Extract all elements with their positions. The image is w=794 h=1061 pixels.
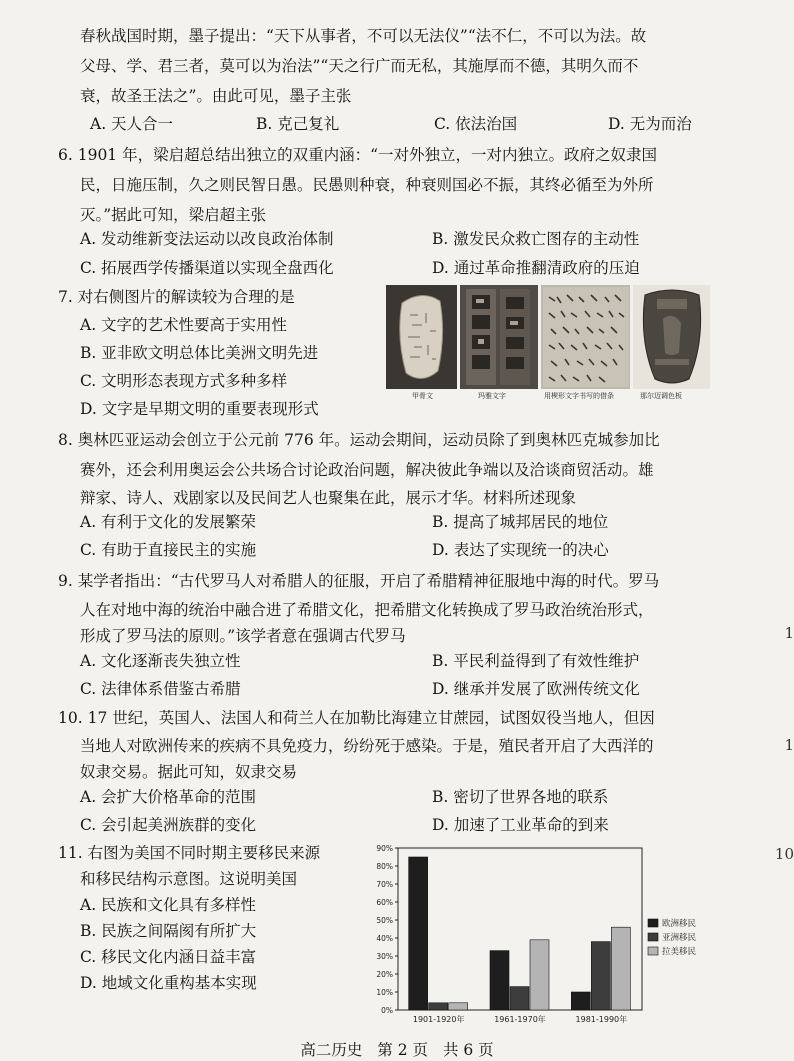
q6-option-b[interactable]: B. 激发民众救亡图存的主动性 bbox=[432, 230, 640, 248]
chart-y-tick-label: 0% bbox=[381, 1006, 393, 1015]
caption-narmer: 那尔迈调色板 bbox=[640, 392, 682, 400]
edge-mark-1: 1 bbox=[784, 624, 794, 642]
q9-option-c[interactable]: C. 法律体系借鉴古希腊 bbox=[80, 680, 241, 698]
q9-option-d[interactable]: D. 继承并发展了欧洲传统文化 bbox=[432, 680, 640, 698]
q6-option-c[interactable]: C. 拓展西学传播渠道以实现全盘西化 bbox=[80, 259, 334, 277]
q10-line-2: 当地人对欧洲传来的疾病不具免疫力，纷纷死于感染。于是，殖民者开启了大西洋的 bbox=[80, 737, 654, 755]
chart-y-tick-label: 60% bbox=[376, 898, 393, 907]
legend-label-0: 欧洲移民 bbox=[662, 919, 697, 929]
q5-line-2: 父母、学、君三者，莫可以为治法”“天之行广而无私，其施厚而不德，其明久而不 bbox=[80, 57, 639, 75]
footer-total: 共 6 页 bbox=[442, 1041, 494, 1059]
q9-line-2: 人在对地中海的统治中融合进了希腊文化，把希腊文化转换成了罗马政治统治形式， bbox=[80, 601, 654, 619]
caption-oracle-bone: 甲骨文 bbox=[412, 392, 433, 400]
q8-option-b[interactable]: B. 提高了城邦居民的地位 bbox=[432, 513, 609, 531]
footer-subject: 高二历史 bbox=[300, 1041, 363, 1059]
legend-swatch-1 bbox=[648, 933, 658, 941]
q11-option-a[interactable]: A. 民族和文化具有多样性 bbox=[80, 896, 257, 914]
chart-bar-1-2 bbox=[591, 942, 610, 1010]
artifact-images bbox=[386, 285, 710, 389]
chart-y-tick-label: 50% bbox=[376, 916, 393, 925]
caption-cuneiform: 用楔形文字书写的借条 bbox=[544, 392, 614, 400]
chart-x-tick-label: 1901-1920年 bbox=[412, 1015, 465, 1024]
q7-option-b[interactable]: B. 亚非欧文明总体比美洲文明先进 bbox=[80, 344, 319, 362]
immigration-chart-svg bbox=[362, 840, 702, 1030]
chart-bar-2-0 bbox=[449, 1003, 468, 1010]
q6-line-3: 灭。”据此可知，梁启超主张 bbox=[80, 206, 267, 224]
chart-x-tick-label: 1961-1970年 bbox=[494, 1015, 546, 1024]
caption-maya: 玛雅文字 bbox=[478, 392, 506, 400]
chart-bar-0-0 bbox=[409, 857, 428, 1010]
q5-option-a[interactable]: A. 天人合一 bbox=[90, 115, 174, 133]
chart-y-tick-label: 70% bbox=[376, 880, 393, 889]
q9-line-3: 形成了罗马法的原则。”该学者意在强调古代罗马 bbox=[80, 627, 406, 645]
legend-swatch-0 bbox=[648, 919, 658, 927]
q8-line-1: 8. 奥林匹亚运动会创立于公元前 776 年。运动会期间，运动员除了到奥林匹克城参加比 bbox=[58, 431, 660, 449]
chart-y-tick-label: 40% bbox=[376, 934, 393, 943]
q11-option-c[interactable]: C. 移民文化内涵日益丰富 bbox=[80, 948, 257, 966]
chart-y-tick-label: 90% bbox=[376, 844, 393, 853]
immigration-chart bbox=[362, 840, 702, 1030]
q8-line-3: 辩家、诗人、戏剧家以及民间艺人也聚集在此，展示才华。材料所述现象 bbox=[80, 489, 577, 507]
q6-line-1: 6. 1901 年，梁启超总结出独立的双重内涵：“一对外独立，一对内独立。政府之奴隶国 bbox=[58, 146, 658, 164]
q6-option-a[interactable]: A. 发动维新变法运动以改良政治体制 bbox=[80, 230, 334, 248]
q5-option-c[interactable]: C. 依法治国 bbox=[434, 115, 518, 133]
edge-mark-3: 10 bbox=[774, 845, 794, 863]
q10-option-d[interactable]: D. 加速了工业革命的到来 bbox=[432, 816, 609, 834]
q11-option-d[interactable]: D. 地域文化重构基本实现 bbox=[80, 974, 257, 992]
chart-bar-1-0 bbox=[429, 1003, 448, 1010]
edge-mark-2: 1 bbox=[784, 736, 794, 754]
q10-line-1: 10. 17 世纪，英国人、法国人和荷兰人在加勒比海建立甘蔗园，试图奴役当地人，但因 bbox=[58, 709, 655, 727]
q7-option-d[interactable]: D. 文字是早期文明的重要表现形式 bbox=[80, 400, 319, 418]
q11-line-2: 和移民结构示意图。这说明美国 bbox=[80, 870, 298, 888]
q7-option-c[interactable]: C. 文明形态表现方式多种多样 bbox=[80, 372, 288, 390]
legend-label-1: 亚洲移民 bbox=[662, 933, 697, 943]
cuneiform-tablet-image bbox=[541, 285, 630, 389]
chart-bar-0-1 bbox=[490, 951, 509, 1010]
q8-option-d[interactable]: D. 表达了实现统一的决心 bbox=[432, 541, 609, 559]
q7-stem: 7. 对右侧图片的解读较为合理的是 bbox=[58, 288, 295, 306]
q8-option-a[interactable]: A. 有利于文化的发展繁荣 bbox=[80, 513, 257, 531]
legend-swatch-2 bbox=[648, 947, 658, 955]
q8-line-2: 赛外，还会利用奥运会公共场合讨论政治问题，解决彼此争端以及洽谈商贸活动。雄 bbox=[80, 461, 654, 479]
q8-option-c[interactable]: C. 有助于直接民主的实施 bbox=[80, 541, 257, 559]
q6-line-2: 民，日施压制，久之则民智日愚。民愚则种衰，种衰则国必不振，其终必循至为外所 bbox=[80, 176, 654, 194]
maya-glyphs-image bbox=[460, 285, 537, 389]
q9-option-a[interactable]: A. 文化逐渐丧失独立性 bbox=[80, 652, 241, 670]
chart-y-tick-label: 20% bbox=[376, 970, 393, 979]
artifact-captions bbox=[386, 391, 710, 403]
q5-line-3: 衰，故圣王法之”。由此可见，墨子主张 bbox=[80, 87, 352, 105]
chart-bar-2-1 bbox=[530, 940, 549, 1010]
q10-option-b[interactable]: B. 密切了世界各地的联系 bbox=[432, 788, 609, 806]
chart-bar-2-2 bbox=[611, 927, 630, 1010]
chart-y-tick-label: 30% bbox=[376, 952, 393, 961]
chart-bar-0-2 bbox=[571, 992, 590, 1010]
q5-line-1: 春秋战国时期，墨子提出：“天下从事者，不可以无法仪”“法不仁，不可以为法。故 bbox=[80, 27, 647, 45]
page-footer bbox=[0, 1038, 794, 1060]
chart-x-tick-label: 1981-1990年 bbox=[575, 1015, 628, 1024]
q7-option-a[interactable]: A. 文字的艺术性要高于实用性 bbox=[80, 316, 288, 334]
q11-line-1: 11. 右图为美国不同时期主要移民来源 bbox=[58, 844, 321, 862]
narmer-palette-image bbox=[633, 285, 710, 389]
q10-option-a[interactable]: A. 会扩大价格革命的范围 bbox=[80, 788, 257, 806]
oracle-bone-image bbox=[386, 285, 457, 389]
q9-option-b[interactable]: B. 平民利益得到了有效性维护 bbox=[432, 652, 640, 670]
chart-bar-1-1 bbox=[510, 987, 529, 1010]
q5-option-b[interactable]: B. 克己复礼 bbox=[256, 115, 340, 133]
q5-option-d[interactable]: D. 无为而治 bbox=[608, 115, 692, 133]
q10-line-3: 奴隶交易。据此可知，奴隶交易 bbox=[80, 763, 298, 781]
legend-label-2: 拉美移民 bbox=[662, 947, 697, 957]
q10-option-c[interactable]: C. 会引起美洲族群的变化 bbox=[80, 816, 257, 834]
footer-page: 第 2 页 bbox=[377, 1041, 428, 1059]
q6-option-d[interactable]: D. 通过革命推翻清政府的压迫 bbox=[432, 259, 640, 277]
q9-line-1: 9. 某学者指出：“古代罗马人对希腊人的征服，开启了希腊精神征服地中海的时代。罗马 bbox=[58, 572, 660, 590]
chart-y-tick-label: 10% bbox=[376, 988, 393, 997]
q11-option-b[interactable]: B. 民族之间隔阂有所扩大 bbox=[80, 922, 257, 940]
chart-y-tick-label: 80% bbox=[376, 862, 393, 871]
